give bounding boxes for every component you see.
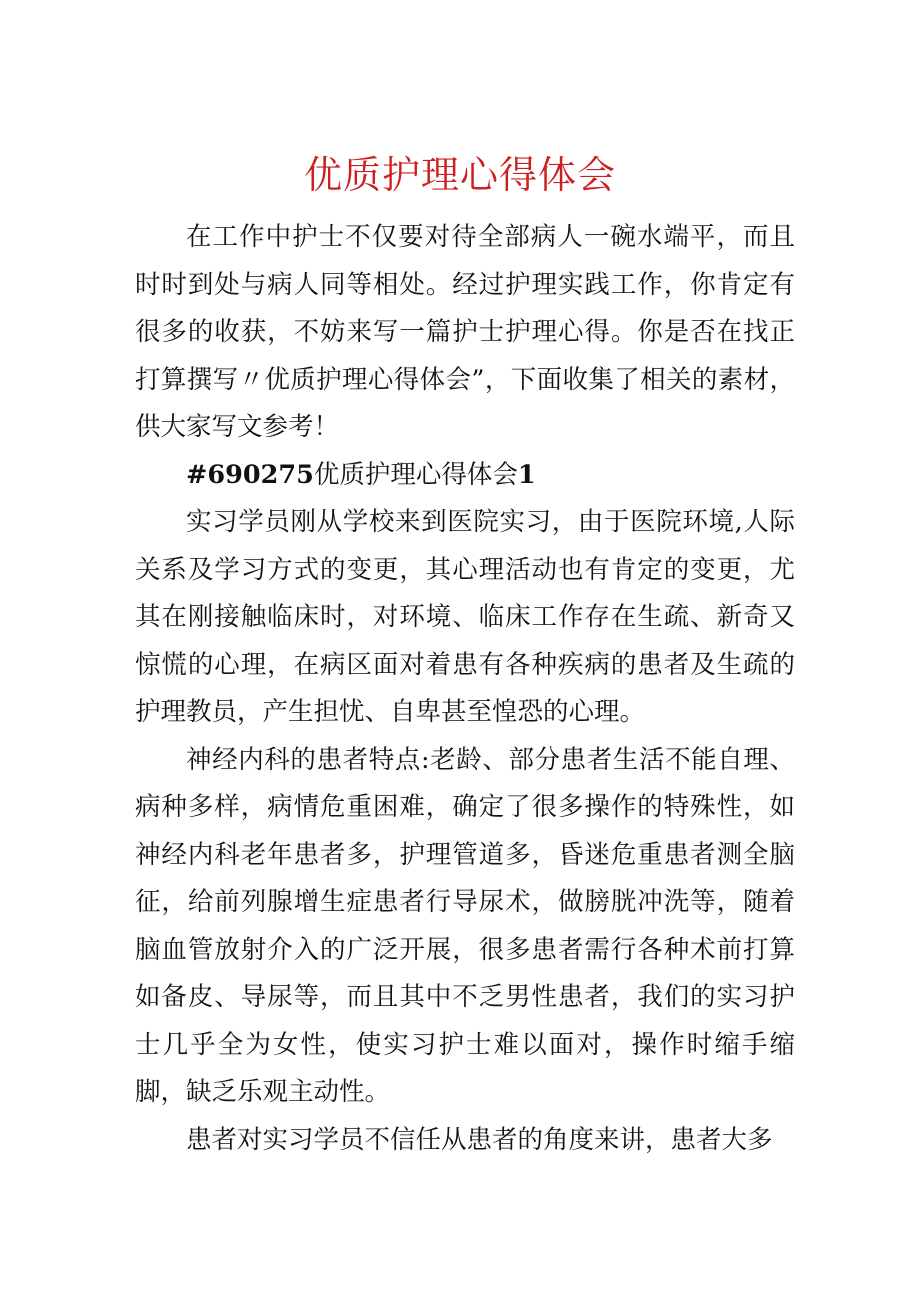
section-heading-prefix: #690275 xyxy=(186,459,314,490)
document-title: 优质护理心得体会 xyxy=(303,153,616,197)
document-body xyxy=(135,214,795,1164)
section-heading xyxy=(135,452,795,500)
section-heading-text: 优质护理心得体会 xyxy=(313,459,518,490)
body-paragraph: 患者对实习学员不信任从患者的角度来讲，患者大多 xyxy=(186,1124,773,1155)
section-heading-suffix: 1 xyxy=(517,459,536,490)
body-paragraph: 神经内科的患者特点:老龄、部分患者生活不能自理、病种多样，病情危重困难，确定了很多操作的特殊性，如神经内科老年患者多，护理管道多，昏迷危重患者测全脑征，给前列腺增生症患者行导尿术，做膀胱冲洗等，随着脑血管放射介入的广泛开展，很多患者需行各种术前打算如备皮、导尿等，而且其中不乏男性患者，我们的实习护士几乎全为女性，使实习护士难以面对，操作时缩手缩脚，缺乏乐观主动性。 xyxy=(135,744,795,1107)
intro-paragraph: 在工作中护士不仅要对待全部病人一碗水端平，而且时时到处与病人同等相处。经过护理实践工作，你肯定有很多的收获，不妨来写一篇护士护理心得。你是否在找正打算撰写〃优质护理心得体会”，下面收集了相关的素材，供大家写文参考！ xyxy=(135,222,795,442)
body-paragraph: 实习学员刚从学校来到医院实习，由于医院环境,人际关系及学习方式的变更，其心理活动也有肯定的变更，尤其在刚接触临床时，对环境、临床工作存在生疏、新奇又惊慌的心理，在病区面对着患有各种疾病的患者及生疏的护理教员，产生担忧、自卑甚至惶恐的心理。 xyxy=(135,507,795,727)
